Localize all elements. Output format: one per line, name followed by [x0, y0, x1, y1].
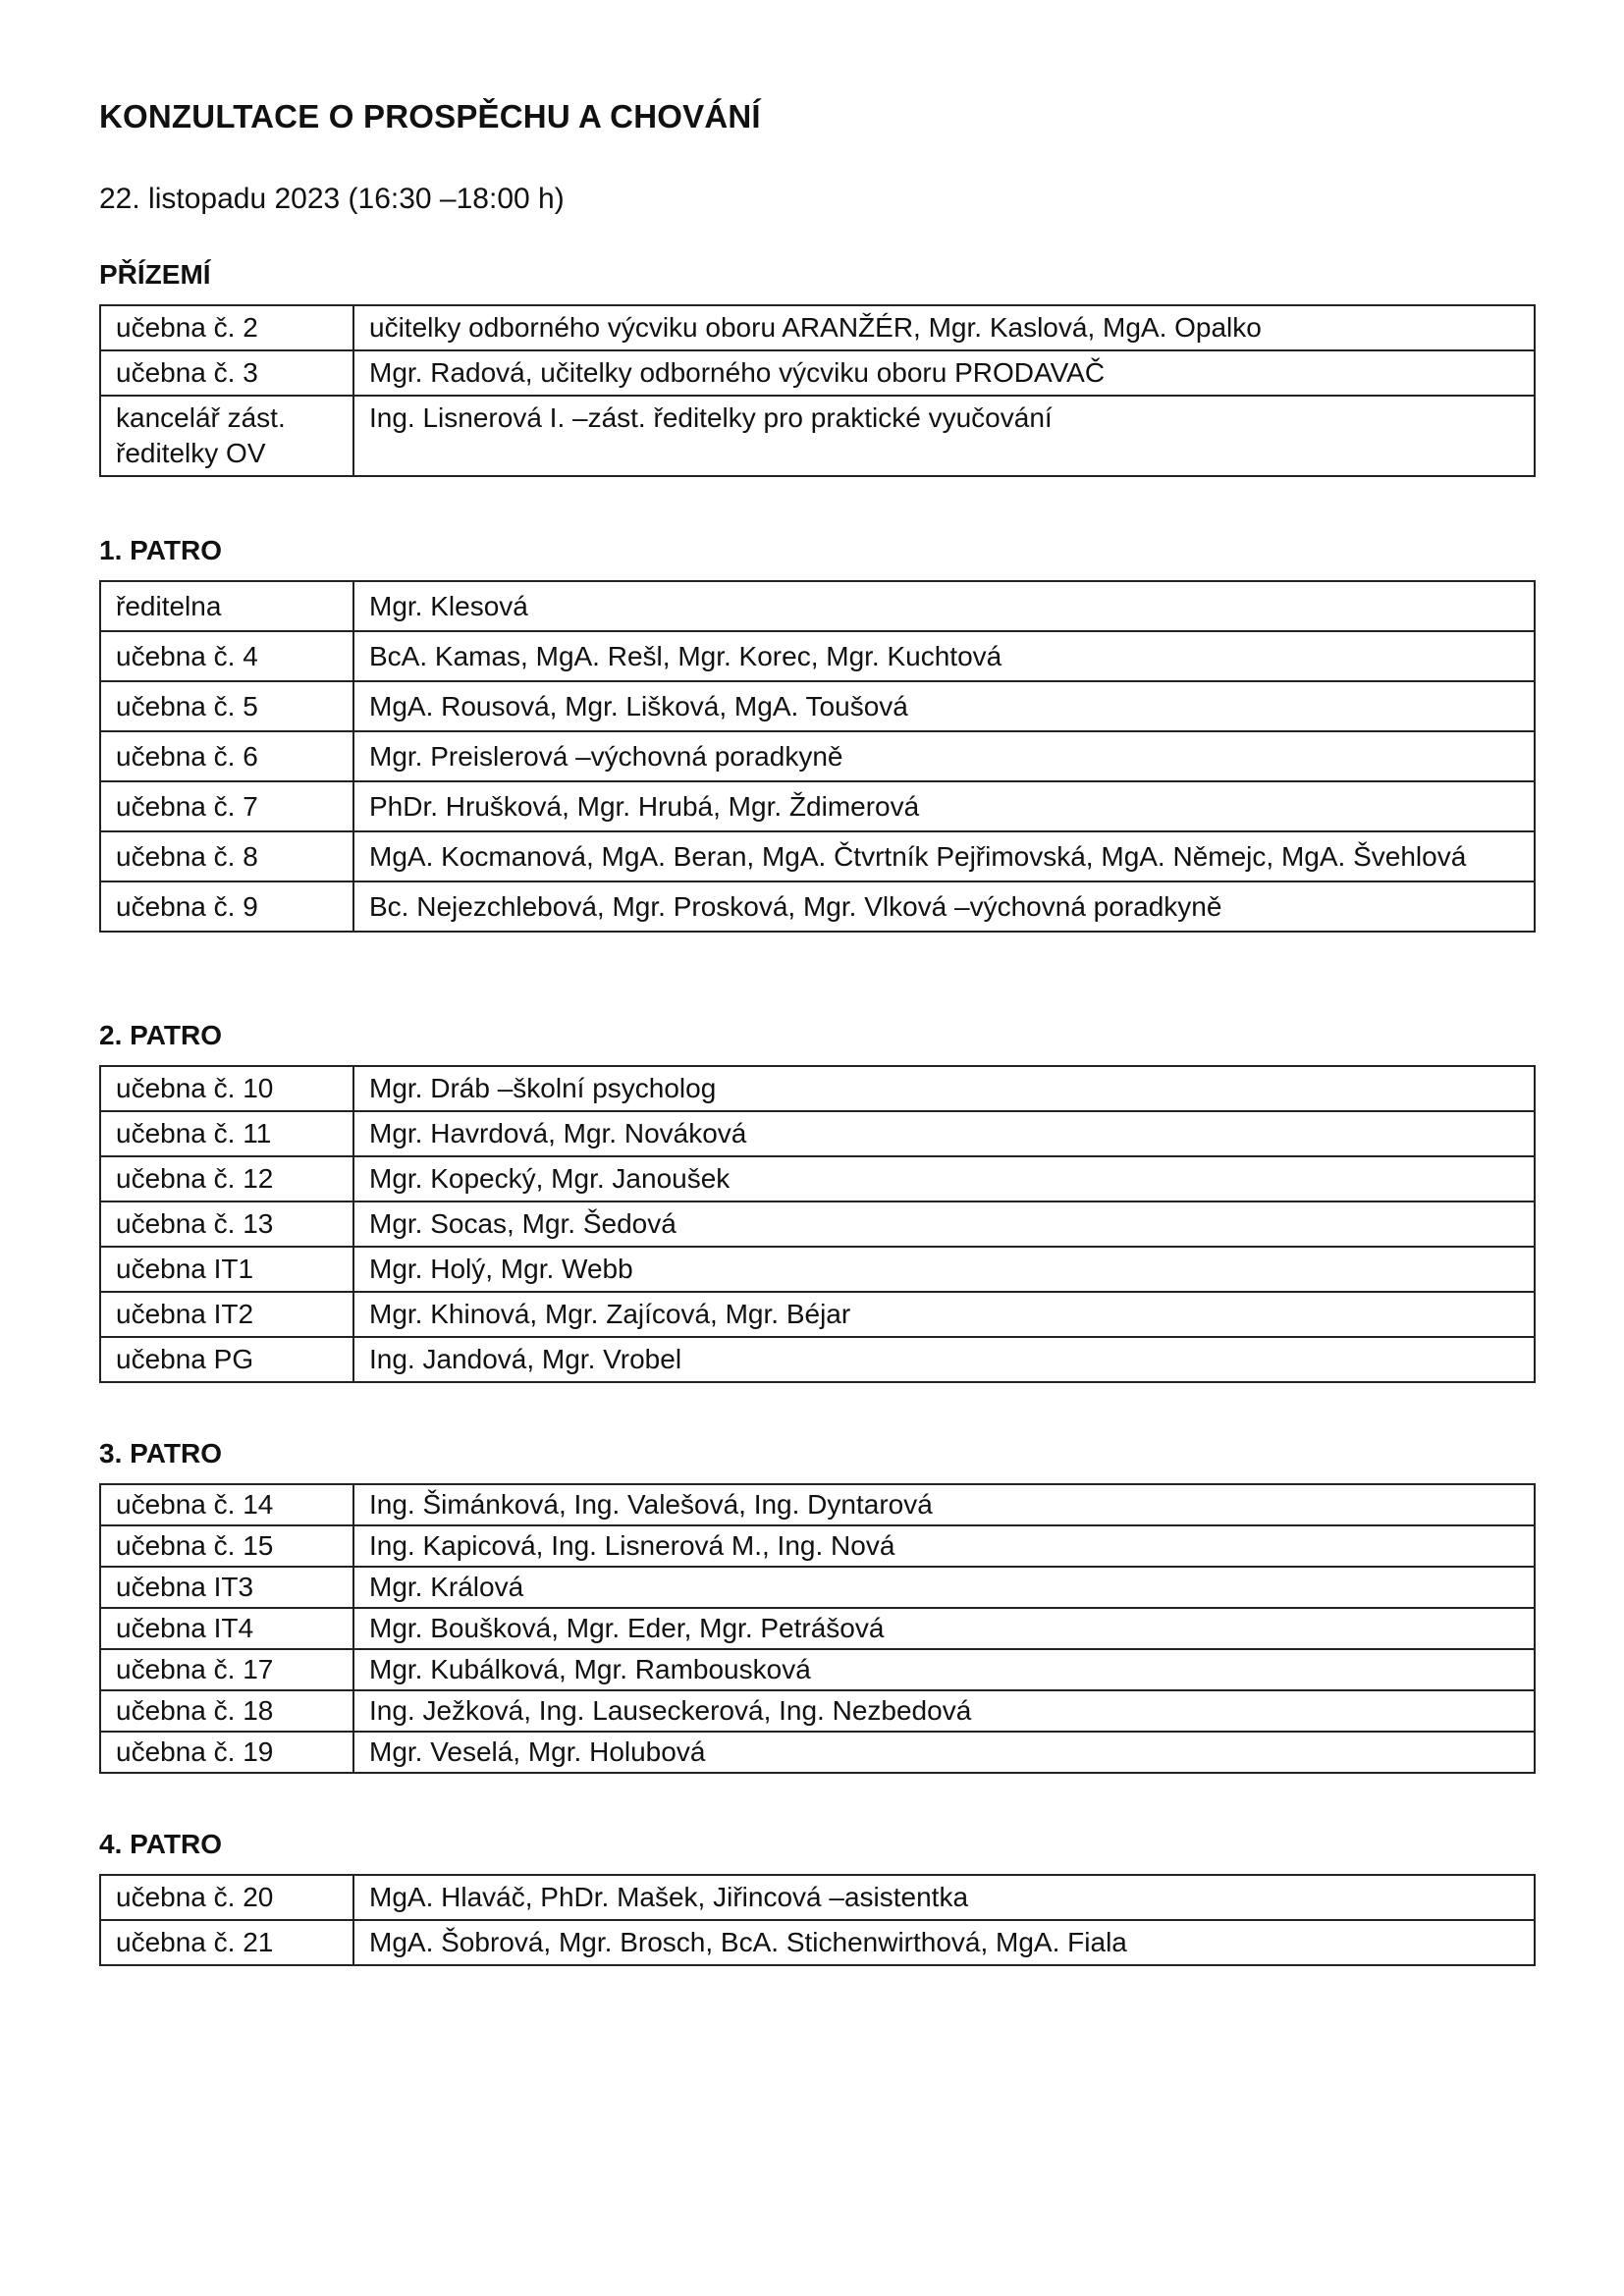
table-row: [100, 681, 1535, 731]
room-cell: učebna č. 6: [100, 731, 353, 781]
table-row: [100, 1690, 1535, 1732]
room-cell: učebna č. 21: [100, 1920, 353, 1965]
section-first-floor: [99, 533, 1536, 933]
room-cell: učebna IT3: [100, 1567, 353, 1608]
teachers-cell: Ing. Jandová, Mgr. Vrobel: [353, 1337, 1535, 1382]
room-table: [99, 1483, 1536, 1774]
teachers-cell: MgA. Kocmanová, MgA. Beran, MgA. Čtvrtník Pejřimovská, MgA. Němejc, MgA. Švehlová: [353, 831, 1535, 881]
teachers-cell: Mgr. Klesová: [353, 581, 1535, 631]
teachers-cell: Mgr. Dráb –školní psycholog: [353, 1066, 1535, 1111]
table-row: [100, 831, 1535, 881]
teachers-cell: Ing. Kapicová, Ing. Lisnerová M., Ing. Nová: [353, 1525, 1535, 1567]
section-heading: 1. PATRO: [99, 535, 222, 565]
table-row: [100, 881, 1535, 932]
table-row: [100, 350, 1535, 396]
teachers-cell: Mgr. Radová, učitelky odborného výcviku oboru PRODAVAČ: [353, 350, 1535, 396]
teachers-cell: Bc. Nejezchlebová, Mgr. Prosková, Mgr. Vlková –výchovná poradkyně: [353, 881, 1535, 932]
teachers-cell: MgA. Hlaváč, PhDr. Mašek, Jiřincová –asistentka: [353, 1875, 1535, 1920]
table-row: [100, 1732, 1535, 1773]
room-table: [99, 304, 1536, 477]
teachers-cell: MgA. Rousová, Mgr. Lišková, MgA. Toušová: [353, 681, 1535, 731]
room-cell: učebna IT4: [100, 1608, 353, 1649]
table-row: [100, 781, 1535, 831]
table-row: [100, 396, 1535, 476]
room-cell: učebna č. 17: [100, 1649, 353, 1690]
table-row: [100, 1201, 1535, 1247]
teachers-cell: BcA. Kamas, MgA. Rešl, Mgr. Korec, Mgr. Kuchtová: [353, 631, 1535, 681]
room-cell: učebna PG: [100, 1337, 353, 1382]
room-cell: učebna č. 15: [100, 1525, 353, 1567]
table-row: [100, 731, 1535, 781]
room-cell: učebna č. 3: [100, 350, 353, 396]
room-cell: učebna č. 4: [100, 631, 353, 681]
section-heading: 4. PATRO: [99, 1829, 222, 1859]
room-cell: učebna č. 12: [100, 1156, 353, 1201]
room-table: [99, 580, 1536, 933]
room-cell: učebna č. 13: [100, 1201, 353, 1247]
section-fourth-floor: [99, 1827, 1536, 1966]
section-third-floor: [99, 1436, 1536, 1774]
room-cell: kancelář zást. ředitelky OV: [100, 396, 353, 476]
table-row: [100, 1608, 1535, 1649]
room-cell: učebna č. 20: [100, 1875, 353, 1920]
event-date: 22. listopadu 2023 (16:30 –18:00 h): [99, 183, 565, 215]
section-heading: PŘÍZEMÍ: [99, 259, 211, 290]
table-row: [100, 1525, 1535, 1567]
teachers-cell: Mgr. Kopecký, Mgr. Janoušek: [353, 1156, 1535, 1201]
teachers-cell: učitelky odborného výcviku oboru ARANŽÉR, Mgr. Kaslová, MgA. Opalko: [353, 305, 1535, 350]
room-cell: učebna č. 8: [100, 831, 353, 881]
room-cell: učebna č. 5: [100, 681, 353, 731]
section-heading: 3. PATRO: [99, 1438, 222, 1468]
table-row: [100, 1337, 1535, 1382]
section-second-floor: [99, 1018, 1536, 1383]
table-row: [100, 305, 1535, 350]
room-cell: učebna IT2: [100, 1292, 353, 1337]
teachers-cell: Mgr. Kubálková, Mgr. Rambousková: [353, 1649, 1535, 1690]
room-cell: učebna č. 19: [100, 1732, 353, 1773]
teachers-cell: Mgr. Preislerová –výchovná poradkyně: [353, 731, 1535, 781]
table-row: [100, 1649, 1535, 1690]
table-row: [100, 1567, 1535, 1608]
room-table: [99, 1065, 1536, 1383]
table-row: [100, 1111, 1535, 1156]
room-cell: učebna č. 7: [100, 781, 353, 831]
teachers-cell: Ing. Lisnerová I. –zást. ředitelky pro praktické vyučování: [353, 396, 1535, 476]
table-row: [100, 631, 1535, 681]
room-cell: učebna č. 9: [100, 881, 353, 932]
room-cell: ředitelna: [100, 581, 353, 631]
table-row: [100, 1066, 1535, 1111]
room-table: [99, 1874, 1536, 1966]
teachers-cell: PhDr. Hrušková, Mgr. Hrubá, Mgr. Ždimerová: [353, 781, 1535, 831]
teachers-cell: Ing. Šimánková, Ing. Valešová, Ing. Dyntarová: [353, 1484, 1535, 1525]
room-cell: učebna č. 14: [100, 1484, 353, 1525]
section-ground-floor: [99, 257, 1536, 477]
section-heading: 2. PATRO: [99, 1020, 222, 1050]
room-cell: učebna IT1: [100, 1247, 353, 1292]
table-row: [100, 581, 1535, 631]
teachers-cell: Mgr. Holý, Mgr. Webb: [353, 1247, 1535, 1292]
room-cell: učebna č. 10: [100, 1066, 353, 1111]
table-row: [100, 1920, 1535, 1965]
table-row: [100, 1292, 1535, 1337]
teachers-cell: Mgr. Khinová, Mgr. Zajícová, Mgr. Béjar: [353, 1292, 1535, 1337]
table-row: [100, 1875, 1535, 1920]
table-row: [100, 1484, 1535, 1525]
teachers-cell: Ing. Ježková, Ing. Lauseckerová, Ing. Nezbedová: [353, 1690, 1535, 1732]
room-cell: učebna č. 2: [100, 305, 353, 350]
teachers-cell: MgA. Šobrová, Mgr. Brosch, BcA. Stichenwirthová, MgA. Fiala: [353, 1920, 1535, 1965]
room-cell: učebna č. 18: [100, 1690, 353, 1732]
table-row: [100, 1156, 1535, 1201]
room-cell: učebna č. 11: [100, 1111, 353, 1156]
teachers-cell: Mgr. Havrdová, Mgr. Nováková: [353, 1111, 1535, 1156]
teachers-cell: Mgr. Boušková, Mgr. Eder, Mgr. Petrášová: [353, 1608, 1535, 1649]
teachers-cell: Mgr. Socas, Mgr. Šedová: [353, 1201, 1535, 1247]
page-title: KONZULTACE O PROSPĚCHU A CHOVÁNÍ: [99, 98, 761, 134]
teachers-cell: Mgr. Veselá, Mgr. Holubová: [353, 1732, 1535, 1773]
teachers-cell: Mgr. Králová: [353, 1567, 1535, 1608]
table-row: [100, 1247, 1535, 1292]
